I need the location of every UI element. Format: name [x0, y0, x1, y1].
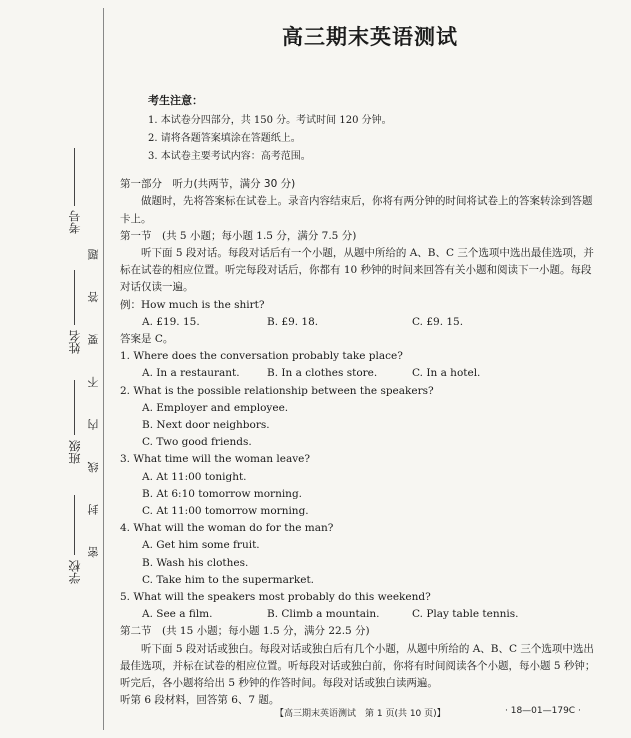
seal-notice: 密 封 线 内 不 要 答 题	[87, 235, 100, 558]
question-2: 2. What is the possible relationship between the speakers?	[120, 384, 434, 397]
question-5: 5. What will the speakers most probably do this weekend?	[120, 591, 431, 604]
part1-heading: 第一部分 听力(共两节，满分 30 分)	[120, 178, 296, 191]
q4-option-b: B. Wash his clothes.	[142, 556, 249, 569]
question-5-options	[120, 606, 600, 623]
notice-line: 2. 请将各题答案填涂在答题纸上。	[148, 133, 301, 145]
kaohao-label: 考号	[68, 210, 82, 234]
example-options	[120, 314, 600, 331]
q2-option-a: A. Employer and employee.	[142, 401, 289, 414]
exam-title: 高三期末英语测试	[282, 25, 458, 49]
q2-option-b: B. Next door neighbors.	[142, 419, 270, 432]
q5-option-c: C. Play table tennis.	[412, 608, 519, 621]
banji-label: 班级	[68, 440, 82, 464]
notice-heading: 考生注意：	[148, 94, 203, 107]
example-answer: 答案是 C。	[120, 333, 174, 346]
section2-intro: 听下面 5 段对话或独白。每段对话或独白后有几个小题，从题中所给的 A、B、C 三个选项中选出最佳选项，并标在试卷的相应位置。听每段对话或独白前，你将有时间阅读各个小题，每小题 5 秒钟；听完后，各小题将给出 5 秒钟的作答时间。每段对话或独白读两遍。	[120, 642, 596, 690]
question-4: 4. What will the woman do for the man?	[120, 522, 334, 535]
section1-heading: 第一节 (共 5 小题；每小题 1.5 分，满分 7.5 分)	[120, 229, 357, 242]
q5-option-a: A. See a film.	[142, 608, 213, 621]
q3-option-c: C. At 11:00 tomorrow morning.	[142, 505, 309, 518]
kaohao-field[interactable]	[74, 148, 75, 206]
question-1-options	[120, 365, 600, 382]
question-1: 1. Where does the conversation probably take place?	[120, 350, 403, 363]
notice-line: 3. 本试卷主要考试内容：高考范围。	[148, 151, 311, 163]
material-6-instruction: 听第 6 段材料，回答第 6、7 题。	[120, 694, 280, 707]
binding-margin	[0, 0, 108, 738]
q4-option-a: A. Get him some fruit.	[142, 539, 260, 552]
exam-content	[120, 22, 600, 710]
q1-option-a: A. In a restaurant.	[142, 367, 240, 380]
q2-option-c: C. Two good friends.	[142, 436, 252, 449]
notice-box	[120, 92, 600, 166]
xingming-label: 姓名	[68, 330, 82, 354]
part1-intro: 做题时，先将答案标在试卷上。录音内容结束后，你将有两分钟的时间将试卷上的答案转涂到答题卡上。	[120, 195, 593, 225]
example-option-a: A. £19. 15.	[142, 315, 200, 328]
q1-option-c: C. In a hotel.	[412, 367, 481, 380]
question-3: 3. What time will the woman leave?	[120, 453, 310, 466]
q3-option-a: A. At 11:00 tonight.	[142, 470, 247, 483]
q3-option-b: B. At 6:10 tomorrow morning.	[142, 487, 303, 500]
example-option-c: C. £9. 15.	[412, 315, 464, 328]
q1-option-b: B. In a clothes store.	[267, 367, 378, 380]
section2-heading: 第二节 (共 15 小题；每小题 1.5 分，满分 22.5 分)	[120, 625, 370, 638]
q5-option-b: B. Climb a mountain.	[267, 608, 380, 621]
banji-field[interactable]	[74, 380, 75, 435]
binding-line	[103, 8, 104, 730]
example-question: 例：How much is the shirt?	[120, 298, 265, 311]
xuexiao-field[interactable]	[74, 495, 75, 555]
xuexiao-label: 学校	[68, 560, 82, 584]
footer-code: · 18—01—179C ·	[505, 706, 581, 716]
section1-intro: 听下面 5 段对话。每段对话后有一个小题，从题中所给的 A、B、C 三个选项中选出最佳选项，并标在试卷的相应位置。听完每段对话后，你都有 10 秒钟的时间来回答有关小题和阅读下一小题。每段对话仅读一遍。	[120, 247, 594, 294]
notice-line: 1. 本试卷分四部分，共 150 分。考试时间 120 分钟。	[148, 115, 392, 127]
q4-option-c: C. Take him to the supermarket.	[142, 573, 314, 586]
footer-page-info: 【高三期末英语测试 第 1 页(共 10 页)】	[275, 709, 446, 719]
xingming-field[interactable]	[74, 270, 75, 325]
example-option-b: B. £9. 18.	[267, 315, 319, 328]
